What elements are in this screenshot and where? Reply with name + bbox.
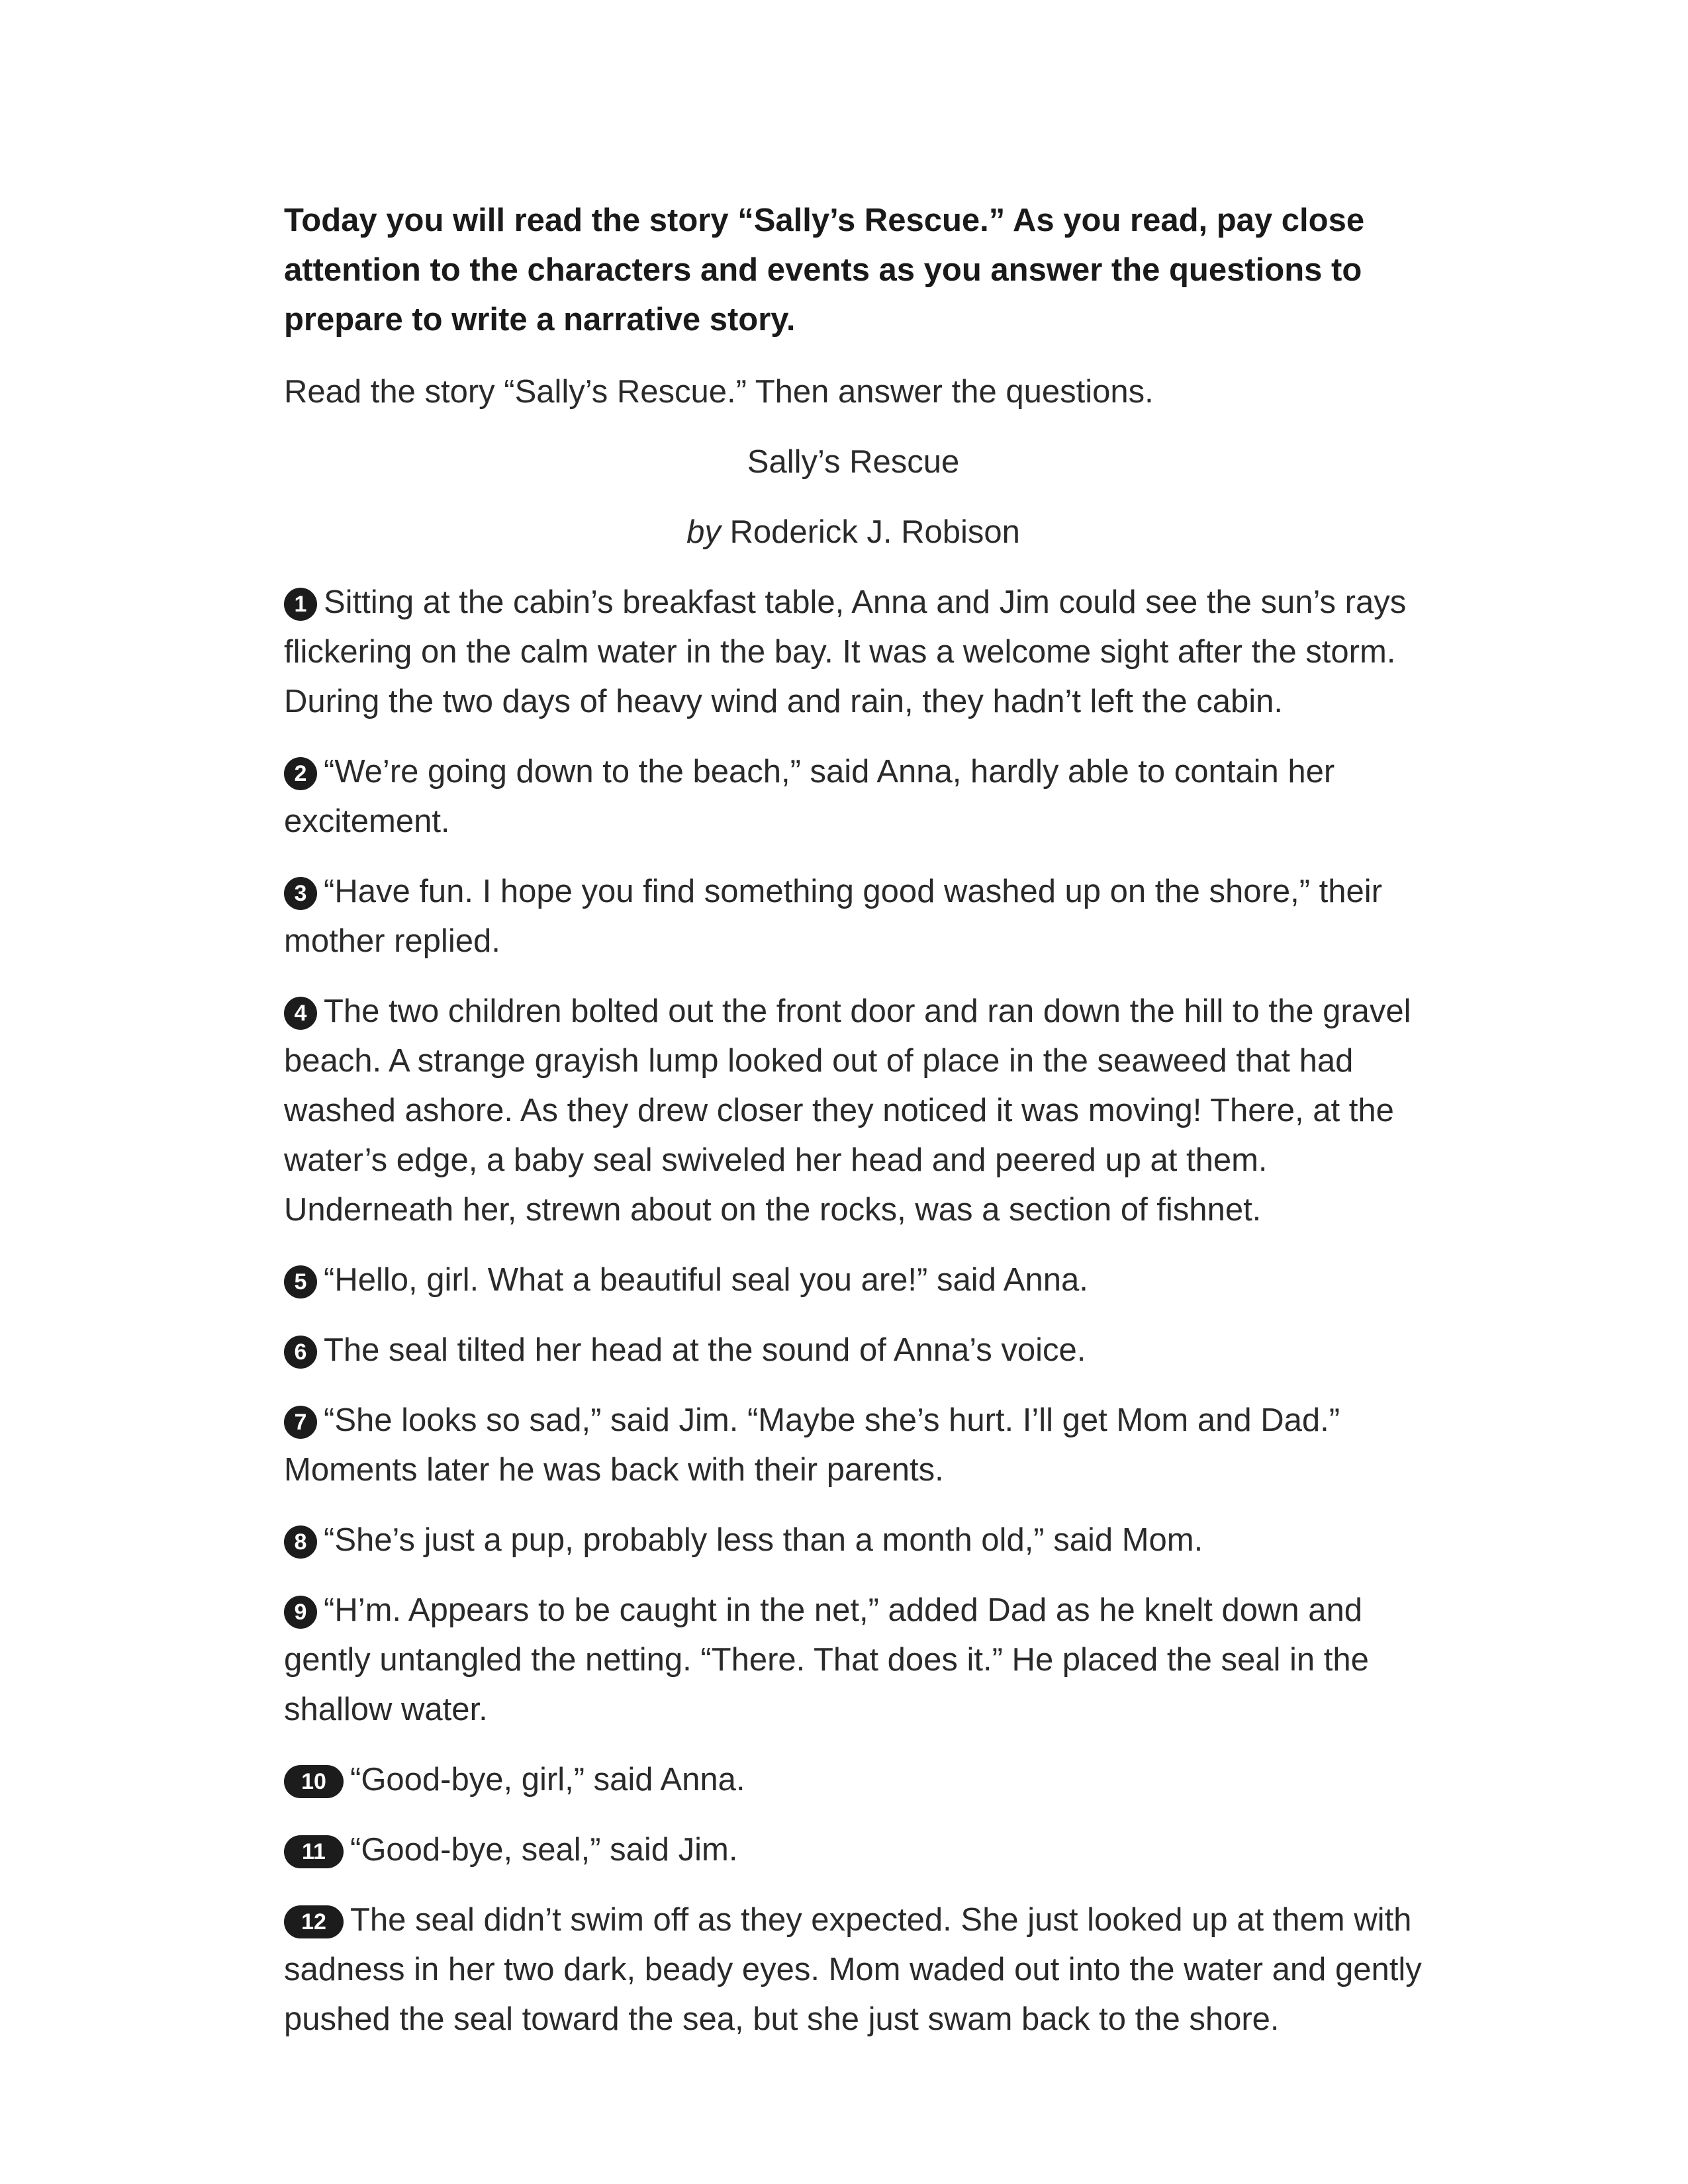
- paragraph-text: “She’s just a pup, probably less than a month old,” said Mom.: [324, 1522, 1203, 1558]
- paragraph-7: [284, 1396, 1423, 1495]
- paragraph-number-badge: 1: [284, 588, 317, 621]
- paragraph-9: [284, 1586, 1423, 1735]
- paragraph-1: [284, 578, 1423, 727]
- paragraph-2: [284, 747, 1423, 846]
- paragraph-number-badge: 10: [284, 1765, 344, 1798]
- paragraph-number-badge: 11: [284, 1835, 344, 1868]
- byline-by: by: [686, 514, 721, 550]
- paragraph-number-badge: 4: [284, 997, 317, 1030]
- paragraph-text: “Have fun. I hope you find something good washed up on the shore,” their mother replied.: [284, 874, 1382, 959]
- paragraph-10: [284, 1755, 1423, 1805]
- paragraph-number-badge: 5: [284, 1265, 317, 1298]
- paragraph-text: Sitting at the cabin’s breakfast table, Anna and Jim could see the sun’s rays flickering on the calm water in the bay. It was a welcome sight after the storm. During the two days of heavy wind and rain, they hadn’t left the cabin.: [284, 584, 1407, 719]
- paragraph-text: The seal tilted her head at the sound of Anna’s voice.: [324, 1332, 1086, 1368]
- paragraph-text: The seal didn’t swim off as they expected. She just looked up at them with sadness in her two dark, beady eyes. Mom waded out into the water and gently pushed the seal toward the sea, but she just swam back to the shore.: [284, 1902, 1422, 2037]
- paragraph-5: [284, 1255, 1423, 1305]
- document-page: [284, 196, 1423, 2065]
- paragraph-11: [284, 1825, 1423, 1875]
- paragraph-number-badge: 9: [284, 1596, 317, 1629]
- paragraph-3: [284, 867, 1423, 966]
- intro-instructions: Today you will read the story “Sally’s Rescue.” As you read, pay close attention to the characters and events as you answer the questions to prepare to write a narrative story.: [284, 203, 1365, 338]
- paragraph-text: “Hello, girl. What a beautiful seal you are!” said Anna.: [324, 1262, 1088, 1298]
- paragraph-text: “Good-bye, seal,” said Jim.: [350, 1832, 738, 1868]
- paragraph-number-badge: 12: [284, 1905, 344, 1938]
- paragraph-number-badge: 8: [284, 1525, 317, 1559]
- paragraph-number-badge: 2: [284, 757, 317, 790]
- paragraph-4: [284, 987, 1423, 1235]
- paragraph-text: “She looks so sad,” said Jim. “Maybe she’s hurt. I’ll get Mom and Dad.” Moments later he was back with their parents.: [284, 1402, 1340, 1488]
- reading-instruction: Read the story “Sally’s Rescue.” Then answer the questions.: [284, 374, 1154, 410]
- paragraph-6: [284, 1326, 1423, 1375]
- paragraph-12: [284, 1895, 1423, 2044]
- paragraph-number-badge: 6: [284, 1336, 317, 1369]
- byline: [284, 508, 1423, 557]
- byline-author: Roderick J. Robison: [729, 514, 1020, 550]
- paragraph-text: “We’re going down to the beach,” said Anna, hardly able to contain her excitement.: [284, 754, 1335, 839]
- paragraph-text: “Good-bye, girl,” said Anna.: [350, 1762, 745, 1797]
- paragraph-text: “H’m. Appears to be caught in the net,” added Dad as he knelt down and gently untangled the netting. “There. That does it.” He placed the seal in the shallow water.: [284, 1592, 1369, 1727]
- paragraph-number-badge: 3: [284, 877, 317, 910]
- paragraph-text: The two children bolted out the front door and ran down the hill to the gravel beach. A strange grayish lump looked out of place in the seaweed that had washed ashore. As they drew closer they noticed it was moving! There, at the water’s edge, a baby seal swiveled her head and peered up at them. Underneath her, strewn about on the rocks, was a section of fishnet.: [284, 993, 1411, 1228]
- paragraph-8: [284, 1516, 1423, 1565]
- story-title: Sally’s Rescue: [747, 444, 960, 480]
- paragraph-number-badge: 7: [284, 1406, 317, 1439]
